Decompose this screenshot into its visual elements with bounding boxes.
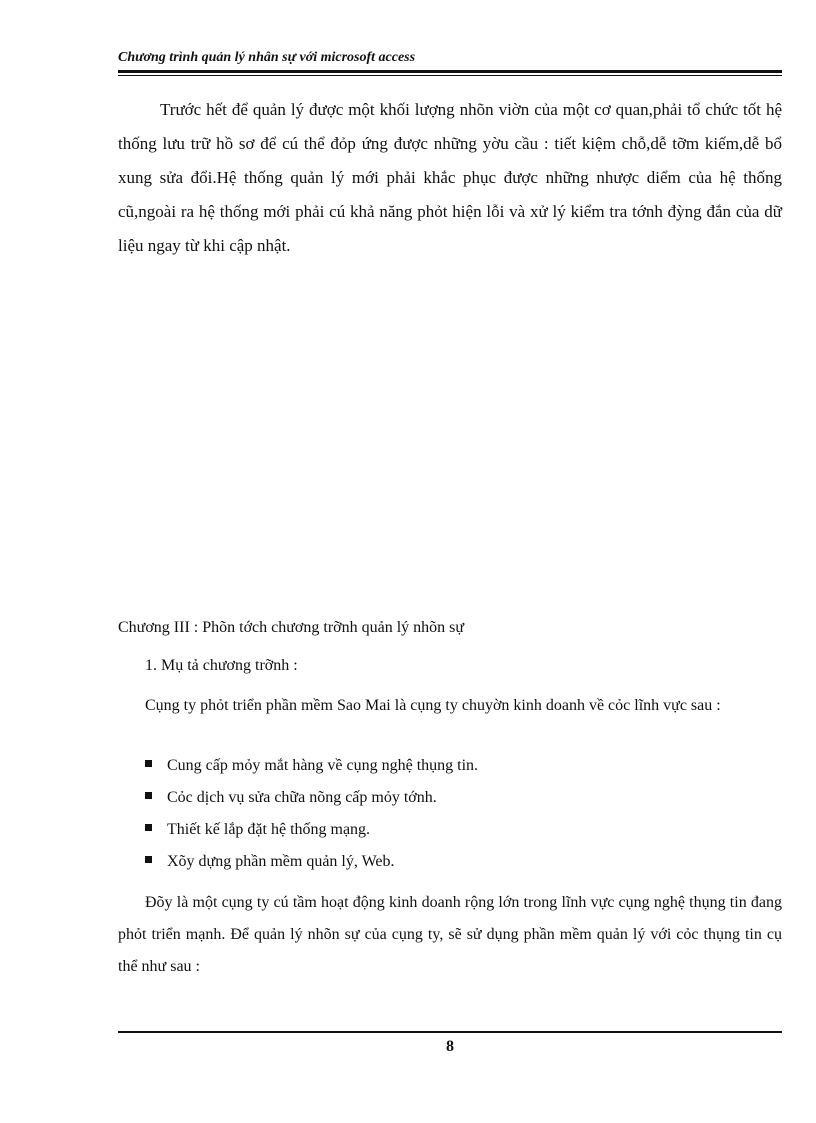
list-item-text: Thiết kế lắp đặt hệ thống mạng.: [167, 821, 371, 838]
section-title: 1. Mụ tả chương trỡnh :: [145, 657, 298, 674]
footer-divider: [118, 1031, 782, 1033]
intro-paragraph: Trước hết để quản lý được một khối lượng nhõn viờn của một cơ quan,phải tổ chức tốt hệ thống lưu trữ hồ sơ để cú thể đỏp ứng được những yờu cầu : tiết kiệm chỗ,dễ tỡm kiếm,dễ bổ xung sửa đổi.Hệ thống quản lý mới phải khắc phục được những nhược diểm của hệ thống cũ,ngoài ra hệ thống mới phải cú khả năng phỏt hiện lỗi và xử lý kiểm tra tớnh đỳng đắn của dữ liệu ngay từ khi cập nhật.: [118, 100, 782, 255]
business-areas-list: [145, 750, 782, 878]
list-item: [145, 846, 782, 878]
list-item-text: Cung cấp mỏy mắt hàng về cụng nghệ thụng tin.: [167, 757, 479, 774]
bullet-square-icon: [145, 760, 152, 767]
list-item: [145, 814, 782, 846]
header-divider: [118, 70, 782, 76]
list-item: [145, 750, 782, 782]
company-scope-paragraph: Đõy là một cụng ty cú tầm hoạt động kinh doanh rộng lớn trong lĩnh vực cụng nghệ thụng tin đang phỏt triển mạnh. Để quản lý nhõn sự của cụng ty, sẽ sử dụng phần mềm quản lý với cỏc thụng tin cụ thể như sau :: [118, 894, 782, 975]
list-item-text: Cỏc dịch vụ sửa chữa nõng cấp mỏy tớnh.: [167, 789, 437, 806]
page-number: 8: [446, 1038, 454, 1055]
company-description-paragraph: Cụng ty phỏt triển phần mềm Sao Mai là cụng ty chuyờn kinh doanh về cỏc lĩnh vực sau :: [145, 697, 721, 714]
list-item-text: Xõy dựng phần mềm quản lý, Web.: [167, 853, 395, 870]
chapter-title: Chương III : Phõn tớch chương trỡnh quản lý nhõn sự: [118, 619, 465, 636]
page-header-title: Chương trình quản lý nhân sự với microsoft access: [118, 50, 416, 65]
bullet-square-icon: [145, 792, 152, 799]
bullet-square-icon: [145, 824, 152, 831]
bullet-square-icon: [145, 856, 152, 863]
list-item: [145, 782, 782, 814]
